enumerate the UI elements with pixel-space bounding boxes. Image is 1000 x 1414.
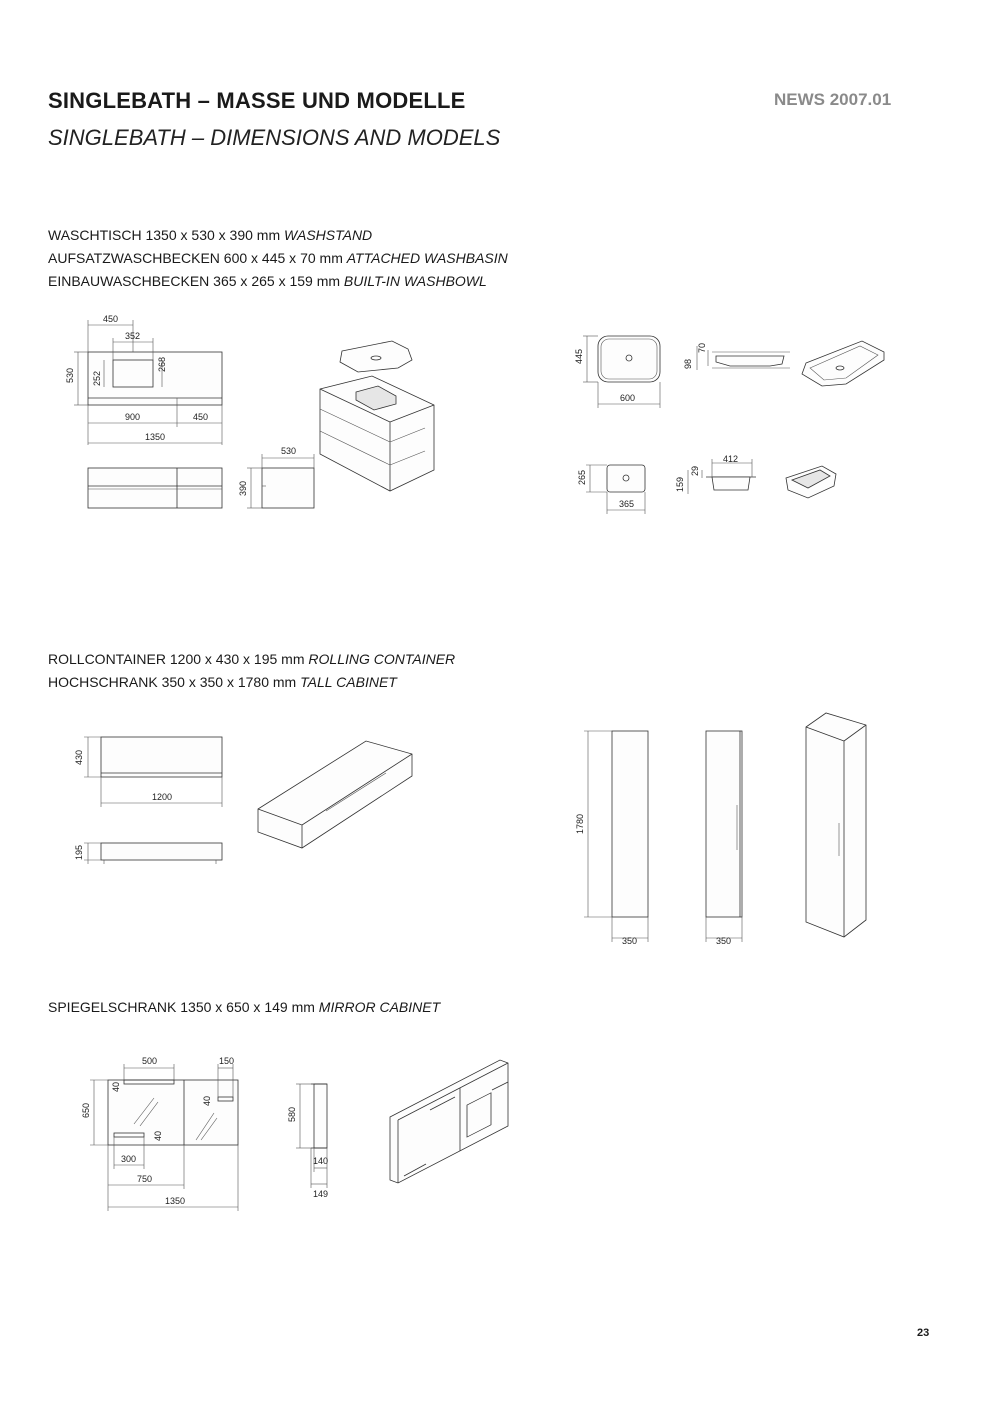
spec-de: SPIEGELSCHRANK 1350 x 650 x 149 mm [48,999,315,1015]
dim-label: 1350 [145,432,166,442]
dim-label: 70 [697,342,707,353]
spec-en: ATTACHED WASHBASIN [346,250,508,266]
dim-label: 1780 [575,813,585,834]
washbasin-perspective-drawing [802,341,884,386]
spec-de: HOCHSCHRANK 350 x 350 x 1780 mm [48,674,297,690]
dim-label: 650 [81,1102,91,1118]
dim-label: 352 [125,331,141,341]
dim-label: 580 [287,1106,297,1122]
spec-de: WASCHTISCH 1350 x 530 x 390 mm [48,227,281,243]
dim-label: 390 [238,480,248,496]
dim-label: 430 [74,749,84,765]
dim-label: 98 [683,358,693,369]
dim-label: 40 [202,1095,212,1106]
washbowl-section-drawing [675,454,756,494]
spec-de: EINBAUWASCHBECKEN 365 x 265 x 159 mm [48,273,341,289]
dim-label: 268 [157,356,167,372]
spec-de: ROLLCONTAINER 1200 x 430 x 195 mm [48,651,305,667]
dim-label: 149 [313,1189,329,1199]
news-label: NEWS 2007.01 [774,90,892,109]
rolling-container-front-drawing [74,737,222,807]
washstand-side-drawing [238,446,314,508]
tall-cabinet-side-drawing [706,731,742,946]
dim-label: 159 [675,476,685,492]
mirror-cabinet-side-drawing [287,1084,328,1199]
dim-label: 40 [111,1081,121,1092]
washbowl-perspective-drawing [786,466,836,498]
washbasin-side-drawing [683,343,790,370]
dim-label: 412 [723,454,739,464]
dim-label: 750 [137,1174,153,1184]
dim-label: 40 [153,1130,163,1141]
dim-label: 140 [313,1156,329,1166]
dim-label: 150 [219,1056,235,1066]
rolling-container-perspective-drawing [258,741,412,848]
tall-cabinet-perspective-drawing [806,713,866,937]
washbowl-plan-drawing [577,465,645,514]
dim-label: 450 [193,412,209,422]
washstand-front-drawing [88,468,222,508]
dim-label: 252 [92,370,102,386]
mirror-cabinet-front-drawing [81,1056,238,1211]
dim-label: 195 [74,844,84,860]
spec-en: WASHSTAND [284,227,373,243]
dim-label: 450 [103,314,119,324]
dim-label: 350 [622,936,638,946]
dim-label: 300 [121,1154,137,1164]
dim-label: 600 [620,393,636,403]
spec-en: BUILT-IN WASHBOWL [343,273,487,289]
mirror-cabinet-perspective-drawing [390,1060,508,1183]
dim-label: 530 [65,367,75,383]
page-title: SINGLEBATH – MASSE UND MODELLE [48,88,466,113]
dim-label: 29 [690,465,700,476]
washstand-perspective-drawing [320,341,434,491]
dim-label: 500 [142,1056,158,1066]
page-number: 23 [917,1327,930,1339]
dim-label: 900 [125,412,141,422]
spec-en: ROLLING CONTAINER [308,651,456,667]
dim-label: 1350 [165,1196,186,1206]
dim-label: 365 [619,499,635,509]
spec-de: AUFSATZWASCHBECKEN 600 x 445 x 70 mm [48,250,343,266]
rolling-container-side-drawing [74,843,222,864]
dim-label: 265 [577,469,587,485]
washbasin-plan-drawing [574,336,660,408]
dim-label: 530 [281,446,297,456]
dim-label: 350 [716,936,732,946]
spec-en: TALL CABINET [300,674,397,690]
tall-cabinet-front-drawing [575,731,648,946]
dim-label: 1200 [152,792,173,802]
washstand-plan-drawing [65,314,222,445]
page-subtitle: SINGLEBATH – DIMENSIONS AND MODELS [48,125,501,150]
dim-label: 445 [574,348,584,364]
spec-en: MIRROR CABINET [318,999,441,1015]
